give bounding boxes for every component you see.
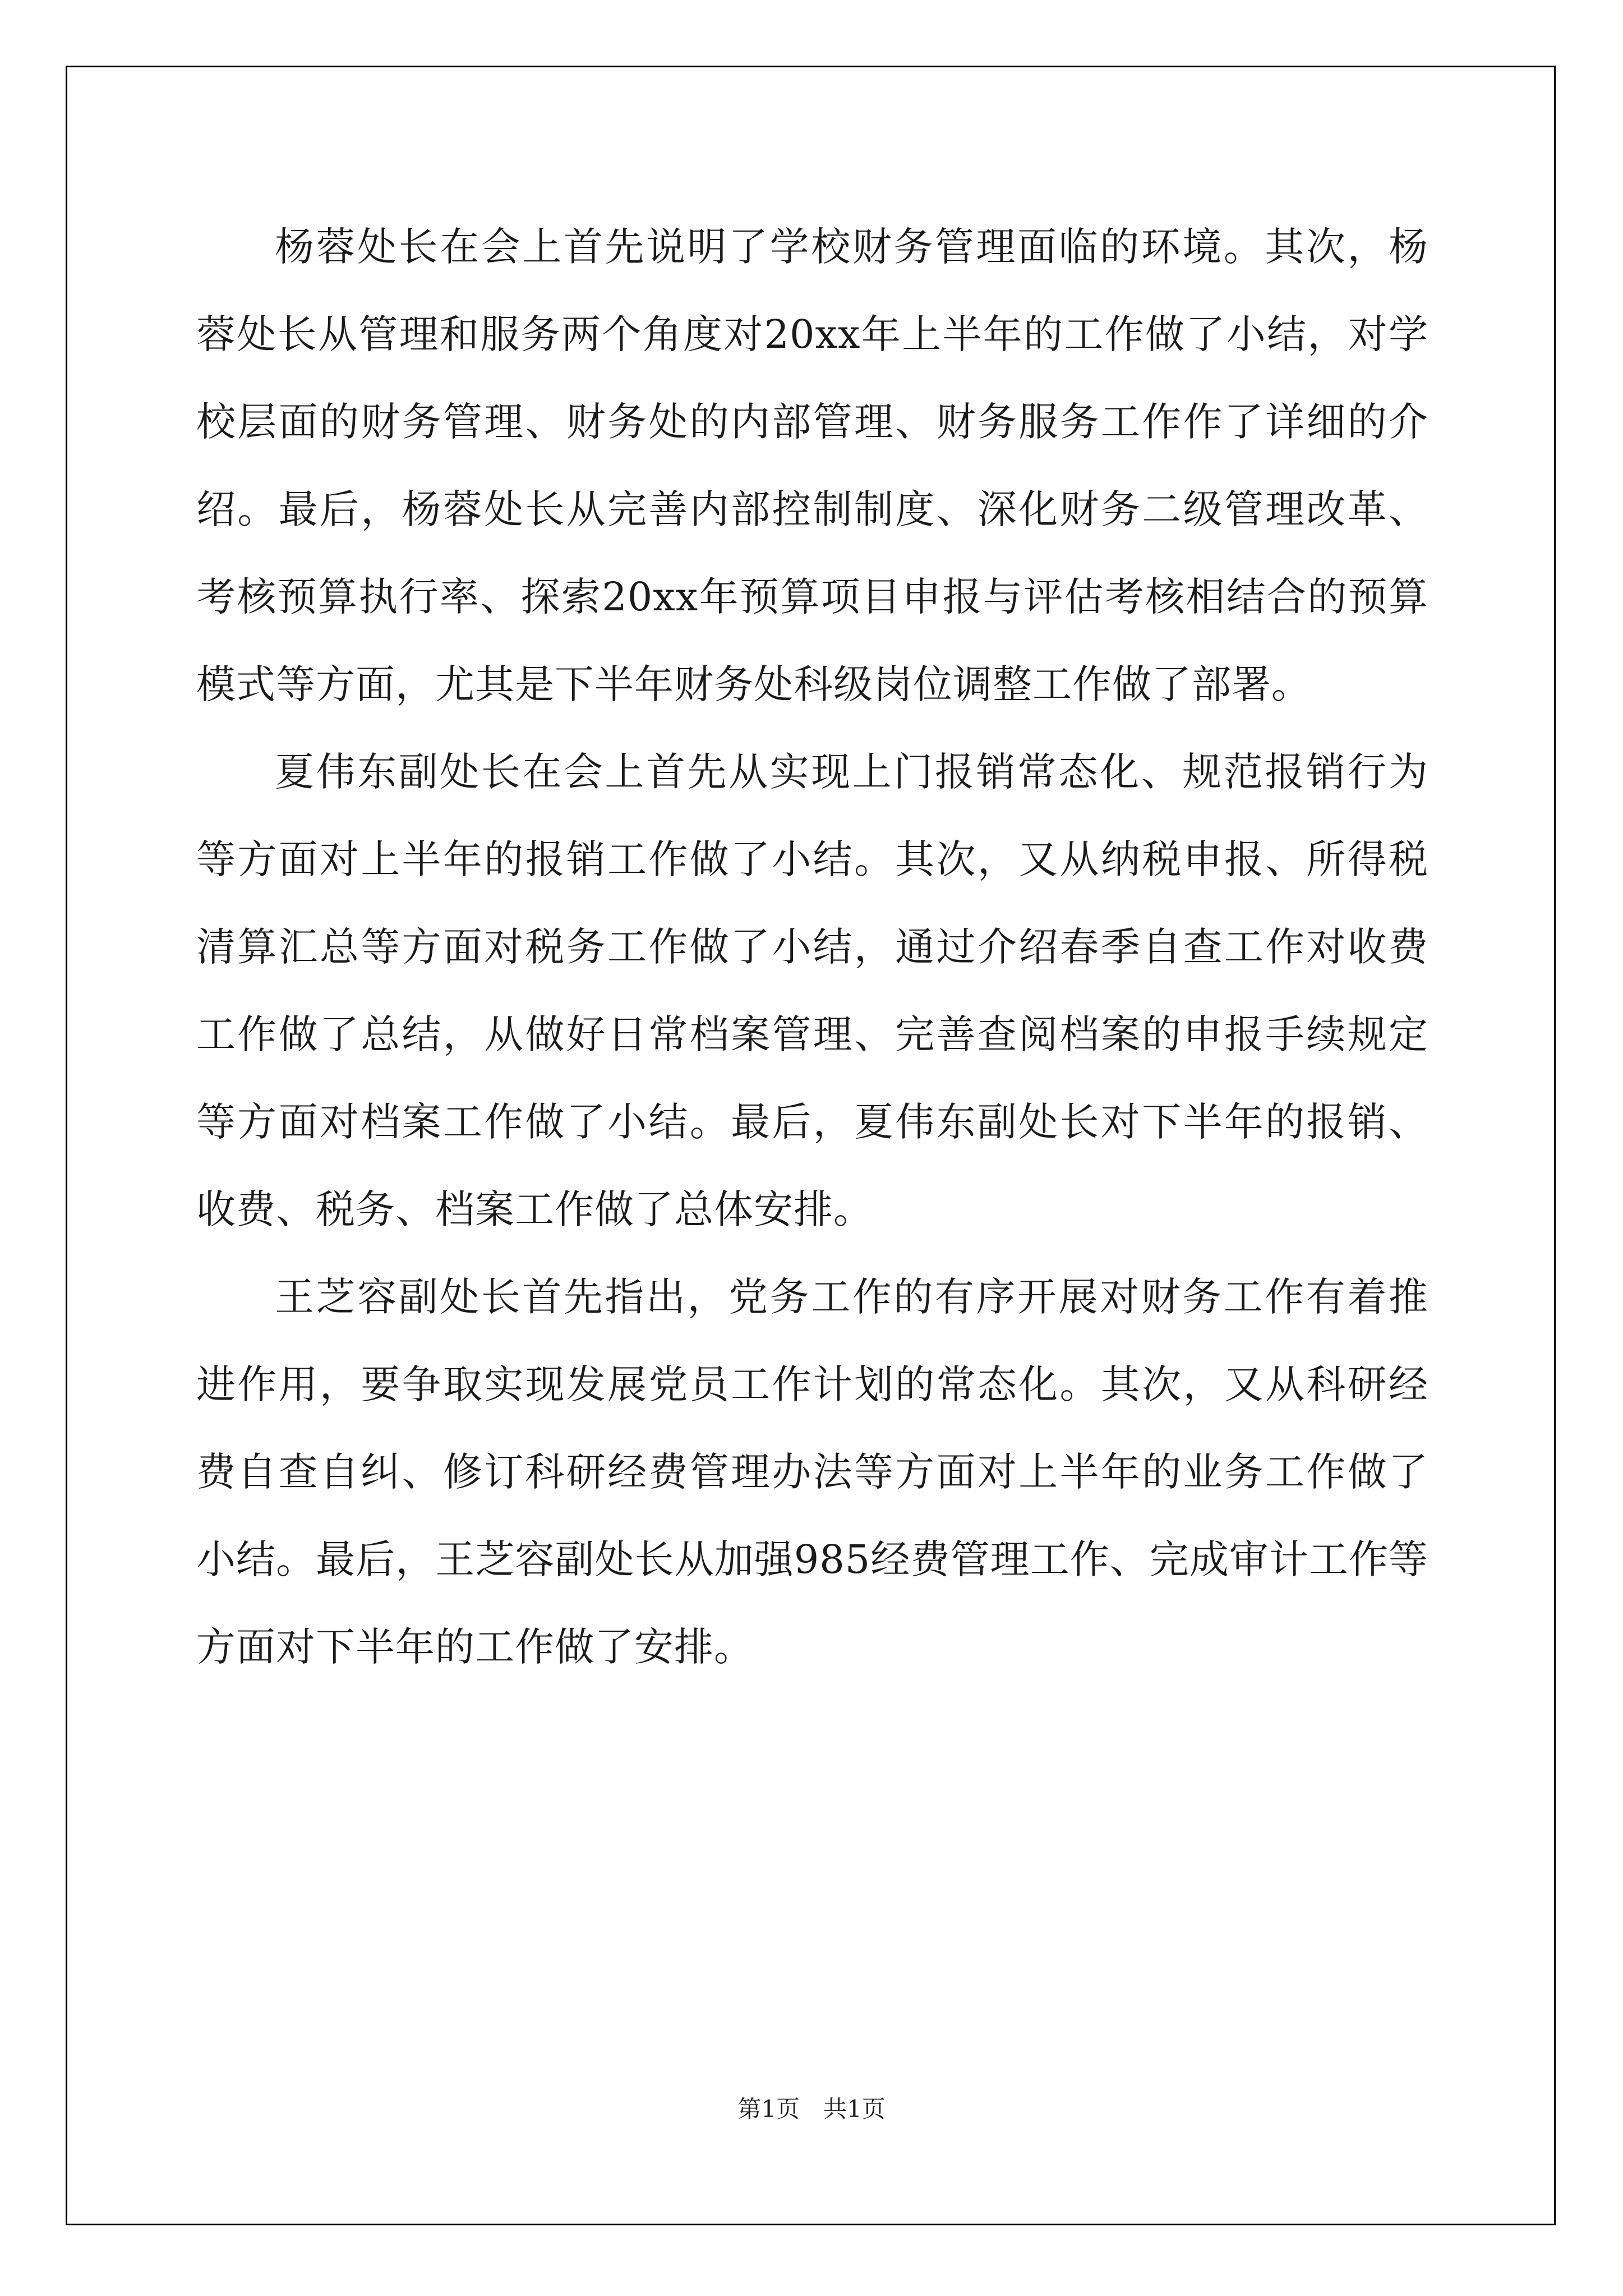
page-number-footer: 第1页 共1页	[737, 2095, 886, 2123]
document-body	[196, 203, 1428, 1691]
paragraph-1: 杨蓉处长在会上首先说明了学校财务管理面临的环境。其次，杨蓉处长从管理和服务两个角度对20xx年上半年的工作做了小结，对学校层面的财务管理、财务处的内部管理、财务服务工作作了详细的介绍。最后，杨蓉处长从完善内部控制制度、深化财务二级管理改革、考核预算执行率、探索20xx年预算项目申报与评估考核相结合的预算模式等方面，尤其是下半年财务处科级岗位调整工作做了部署。	[196, 224, 1428, 707]
paragraph-2: 夏伟东副处长在会上首先从实现上门报销常态化、规范报销行为等方面对上半年的报销工作做了小结。其次，又从纳税申报、所得税清算汇总等方面对税务工作做了小结，通过介绍春季自查工作对收费工作做了总结，从做好日常档案管理、完善查阅档案的申报手续规定等方面对档案工作做了小结。最后，夏伟东副处长对下半年的报销、收费、税务、档案工作做了总体安排。	[196, 749, 1428, 1232]
paragraph-3: 王芝容副处长首先指出，党务工作的有序开展对财务工作有着推进作用，要争取实现发展党员工作计划的常态化。其次，又从科研经费自查自纠、修订科研经费管理办法等方面对上半年的业务工作做了小结。最后，王芝容副处长从加强985经费管理工作、完成审计工作等方面对下半年的工作做了安排。	[196, 1274, 1428, 1670]
